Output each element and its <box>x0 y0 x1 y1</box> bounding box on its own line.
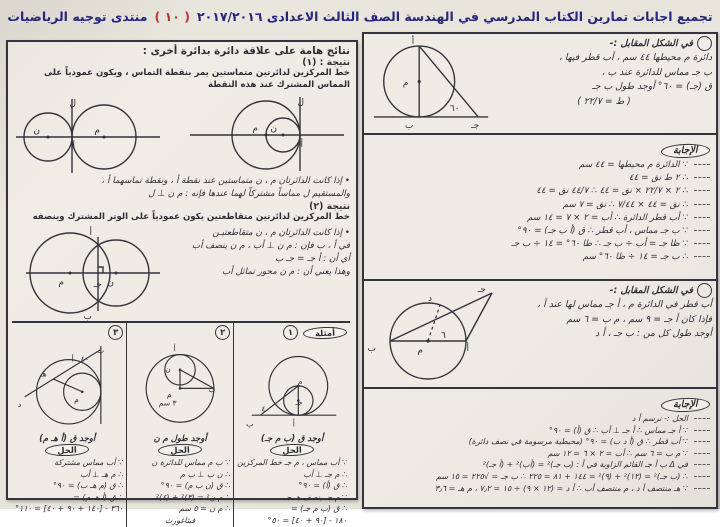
solution-line: ∴ ٢ ط نق = ٤٤ <box>368 172 710 185</box>
header-title-right: تجميع اجابات تمارين الكتاب المدرسي في الهندسة الصف الثالث الاعدادى ٢٠١٧/٢٠١٦ <box>196 8 713 24</box>
svg-text:أ: أ <box>292 419 295 429</box>
intersecting-circles-row <box>12 223 350 323</box>
external-tangent-circles-diagram <box>12 91 164 175</box>
svg-text:ب: ب <box>367 344 376 354</box>
solution-line: ∵ أب مماس مشتركة <box>54 458 124 468</box>
solution-line: ∵ أب مماس ، م جـ خط المركزين <box>237 458 347 468</box>
results-title: نتائج هامة على علاقة دائرة بدائرة أخرى : <box>142 45 350 57</box>
svg-text:م: م <box>417 346 423 356</box>
solution-line: ∴ ن ب ⊥ ب م <box>180 469 231 479</box>
svg-text:أ: أ <box>72 142 75 153</box>
svg-text:٦: ٦ <box>441 331 446 341</box>
circle-tangent-diagram-2 <box>368 283 500 383</box>
problem-1-title: في الشكل المقابل :- <box>609 38 693 49</box>
solution-line: ٣٦٠ - [١٤٠ + ٩٠ + ٤٠] = ١١٠° <box>15 504 124 514</box>
svg-text:م: م <box>58 278 64 289</box>
solution-line: ∵ ظا جـ = أب ÷ ب جـ ∴ ظا ٦٠° = ١٤ ÷ ب جـ <box>368 238 710 251</box>
solution-line: ∵ أب قطر الدائرة ∴ أب = ٢ × ٧ = ١٤ سم <box>368 212 710 225</box>
example-3 <box>8 323 126 527</box>
solution-line: ∴ ق (ن ب م) = ٩٠° <box>160 481 231 491</box>
solution-line: ∵ الدائرة م محيطها = ٤٤ سم <box>368 159 710 172</box>
svg-text:ب: ب <box>208 385 216 395</box>
problem-2-box <box>364 281 716 389</box>
example-3-task: أوجد ق (أ هـ م) <box>39 433 96 444</box>
svg-text:ن: ن <box>107 278 114 289</box>
svg-text:أ: أ <box>466 344 469 354</box>
solution-line: ∴ ق (ب م جـ) = <box>291 504 347 514</box>
circle-tangent-diagram-1 <box>368 36 494 131</box>
solution-line: ∵ ب جـ مماس ، أب قطر ∴ ق (أ ب جـ) = ٩٠° <box>368 225 710 238</box>
svg-text:م: م <box>402 78 409 89</box>
examples-section <box>12 321 350 527</box>
examples-oval-label: أمثلة <box>303 326 347 340</box>
problem-2-text <box>502 283 712 385</box>
svg-text:م: م <box>166 390 172 400</box>
solution-line: ∵ أب قطر ∴ ق (أ د ب) = ٩٠° (محيطية مرسومة في نصف دائرة) <box>368 436 710 448</box>
svg-text:٣ سم: ٣ سم <box>158 398 177 408</box>
example-number-badge: ١ <box>283 325 298 340</box>
problem-line: ب جـ مماس للدائرة عند ب ، <box>601 66 712 78</box>
solution-line: ∵ أ جـ مماس ∴ أ جـ ⊥ أب ∴ ق (أ) = ٩٠° <box>368 425 710 437</box>
svg-text:م: م <box>94 126 100 137</box>
svg-text:هـ: هـ <box>40 369 47 379</box>
solution-1 <box>364 135 716 281</box>
answer-oval-label: الإجابة <box>661 397 710 413</box>
solution-oval-label: الحل <box>158 444 202 458</box>
handwritten-note: والمستقيم ل مماساً مشتركاً لهما عندها فإنه : م ن ⊥ ل <box>148 188 350 199</box>
result-1-text: خط المركزين لدائرتين متماستين يمر بنقطة التماس ، ويكون عمودياً على المماس المشترك عند هذه النقطة <box>44 68 350 90</box>
solution-line: ∴ م ن = ٥ سم <box>179 504 231 514</box>
example-number-badge: ٣ <box>108 325 123 340</box>
problem-1-text <box>496 36 712 131</box>
result-2-text: خط المركزين لدائرتين متقاطعتين يكون عمودياً على الوتر المشترك وينصفه <box>32 211 350 222</box>
svg-text:م: م <box>252 124 258 135</box>
problem-line: فإذا كان أ جـ = ٩ سم ، م ب = ٦ سم <box>566 313 712 325</box>
svg-text:ب: ب <box>404 120 414 131</box>
example-3-diagram <box>11 341 123 429</box>
question-circle-icon <box>697 36 712 51</box>
svg-text:ن: ن <box>270 124 277 135</box>
problem-line: أب قطر في الدائرة م ، أ جـ مماس لها عند أ ، <box>537 299 712 311</box>
handwritten-note: أي أن : أ جـ = جـ ب <box>275 253 350 264</box>
solution-line: ∴ م ن² = (٣)² + (٤)² <box>155 492 231 502</box>
svg-text:جـ: جـ <box>93 280 102 291</box>
svg-text:د: د <box>427 294 432 304</box>
problem-1-box <box>364 34 716 135</box>
solution-line: في Δ ب أ جـ القائم الزاوية في أ : (ب جـ)² = (أب)² + (أ جـ)² <box>368 459 710 471</box>
svg-text:أ: أ <box>300 140 303 151</box>
svg-text:ب: ب <box>97 346 105 356</box>
problem-line: ق (جـ) = ٦٠° أوجد طول ب جـ <box>592 81 712 93</box>
svg-text:أ: أ <box>89 228 92 239</box>
solution-line: ∵ ب م مماس للدائرة ن <box>151 458 231 468</box>
example-number-badge: ٢ <box>215 325 230 340</box>
problem-line: دائرة م محيطها ٤٤ سم ، أب قطر فيها ، <box>558 52 712 64</box>
solution-oval-label: الحل <box>270 444 314 458</box>
page-number-badge: ( ١٠ ) <box>154 8 190 24</box>
result-2-heading: نتيجة (٢) <box>309 200 350 212</box>
svg-text:م: م <box>297 377 303 387</box>
example-2 <box>126 323 233 527</box>
solution-line: ∴ م جـ ⊥ أب <box>303 469 347 479</box>
question-circle-icon <box>697 283 712 298</box>
header-title-left: منتدى توجيه الرياضيات <box>7 8 148 24</box>
example-1 <box>233 323 350 527</box>
solution-line: ∴ (ب جـ)² = (١٢)² + (٩)² = ١٤٤ + ٨١ = ٢٢٥ ∴ ب جـ = √٢٢٥ = ١٥ سم <box>368 471 710 483</box>
problem-line: ( ط = ٢٢/٧ ) <box>577 95 631 107</box>
solution-oval-label: الحل <box>45 444 89 458</box>
example-1-task: أوجد ق (ب م جـ) <box>260 433 324 444</box>
problem-2-title: في الشكل المقابل :- <box>609 285 693 296</box>
problem-line: أوجد طول كل من : ب جـ ، أ د <box>595 328 712 340</box>
answer-oval-label: الإجابة <box>661 143 710 159</box>
svg-text:أ: أ <box>71 354 74 364</box>
solution-line: ∴ ق (م هـ ب) = ٩٠° <box>52 481 124 491</box>
svg-text:ل: ل <box>297 98 304 109</box>
svg-text:أ: أ <box>173 344 176 354</box>
svg-text:جـ: جـ <box>471 120 480 131</box>
svg-text:جـ: جـ <box>477 285 486 295</box>
solution-line: ∴ نق = ٤٤ × ٧/٤٤ ∴ نق = ٧ سم <box>368 199 710 212</box>
intersecting-circles-diagram <box>12 223 172 323</box>
example-1-diagram <box>241 341 347 429</box>
svg-text:٤٠: ٤٠ <box>80 354 90 364</box>
handwritten-note: • إذا كانت الدائرتان م ، ن متقاطعتيـن <box>212 228 350 239</box>
solution-line: ∴ ق (أ هـ م) = <box>73 492 124 502</box>
svg-text:جـ: جـ <box>295 398 303 408</box>
handwritten-note: • إذا كانت الدائرتان م ، ن متماستين عند نقطة أ ، ونقطة تماسهما أ ، <box>101 176 350 187</box>
handwritten-note: في أ ، ب فإن : م ن ⊥ أب ، م ن ينصف أب <box>191 241 350 252</box>
internal-tangent-circles-diagram <box>184 91 350 175</box>
svg-text:د: د <box>18 400 22 410</box>
svg-text:ب: ب <box>83 312 92 323</box>
solution-line: ∴ ق (أ) = ٩٠° <box>298 481 347 491</box>
solution-line: ١٨٠ - [٩٠ + ٤٠] = ٥٠° <box>267 515 347 525</box>
left-column <box>6 40 358 525</box>
svg-text:م: م <box>74 395 80 405</box>
solution-line: فيثاغورث <box>164 515 196 525</box>
right-column <box>362 32 718 509</box>
example-2-diagram <box>130 341 230 429</box>
page-header <box>6 4 714 28</box>
solution-line: ∴ ب جـ = ١٤ ÷ ظا ٦٠° سم <box>368 251 710 264</box>
svg-text:ل: ل <box>69 99 76 110</box>
solution-line: ∵ هـ منتصف أ د ، م منتصف أب ∴ أ د = (١٢ × ٩) ÷ ١٥ = ٧٫٢ ، م هـ = ٣٫٦ <box>368 483 710 495</box>
svg-text:ن: ن <box>165 364 171 374</box>
solution-line: ∵ م ب = ٦ سم ∴ أب = ٢ × ٦ = ١٢ سم <box>368 448 710 460</box>
handwritten-note: وهذا يعني أن : م ن محور تماثل أب <box>221 266 350 277</box>
solution-line: ∴ م هـ ⊥ أب <box>80 469 124 479</box>
solution-line: ∵ م جـ ينصف هـ جـ <box>284 492 347 502</box>
solution-line: ∴ ٢ × ٢٢/٧ × نق = ٤٤ ∴ ٤٤/٧ نق = ٤٤ <box>368 185 710 198</box>
result-1-heading: نتيجة : (١) <box>302 57 350 68</box>
tangent-circles-diagrams <box>12 91 350 175</box>
svg-text:٤٠: ٤٠ <box>261 405 270 415</box>
solution-2 <box>364 389 716 507</box>
svg-text:٦٠: ٦٠ <box>450 104 460 115</box>
svg-text:ب: ب <box>246 419 254 429</box>
example-2-task: أوجد طول م ن <box>153 433 207 444</box>
solution-line: الحل :- نرسم أ د <box>368 413 710 425</box>
svg-text:ن: ن <box>33 126 40 137</box>
svg-text:أ: أ <box>411 37 415 48</box>
